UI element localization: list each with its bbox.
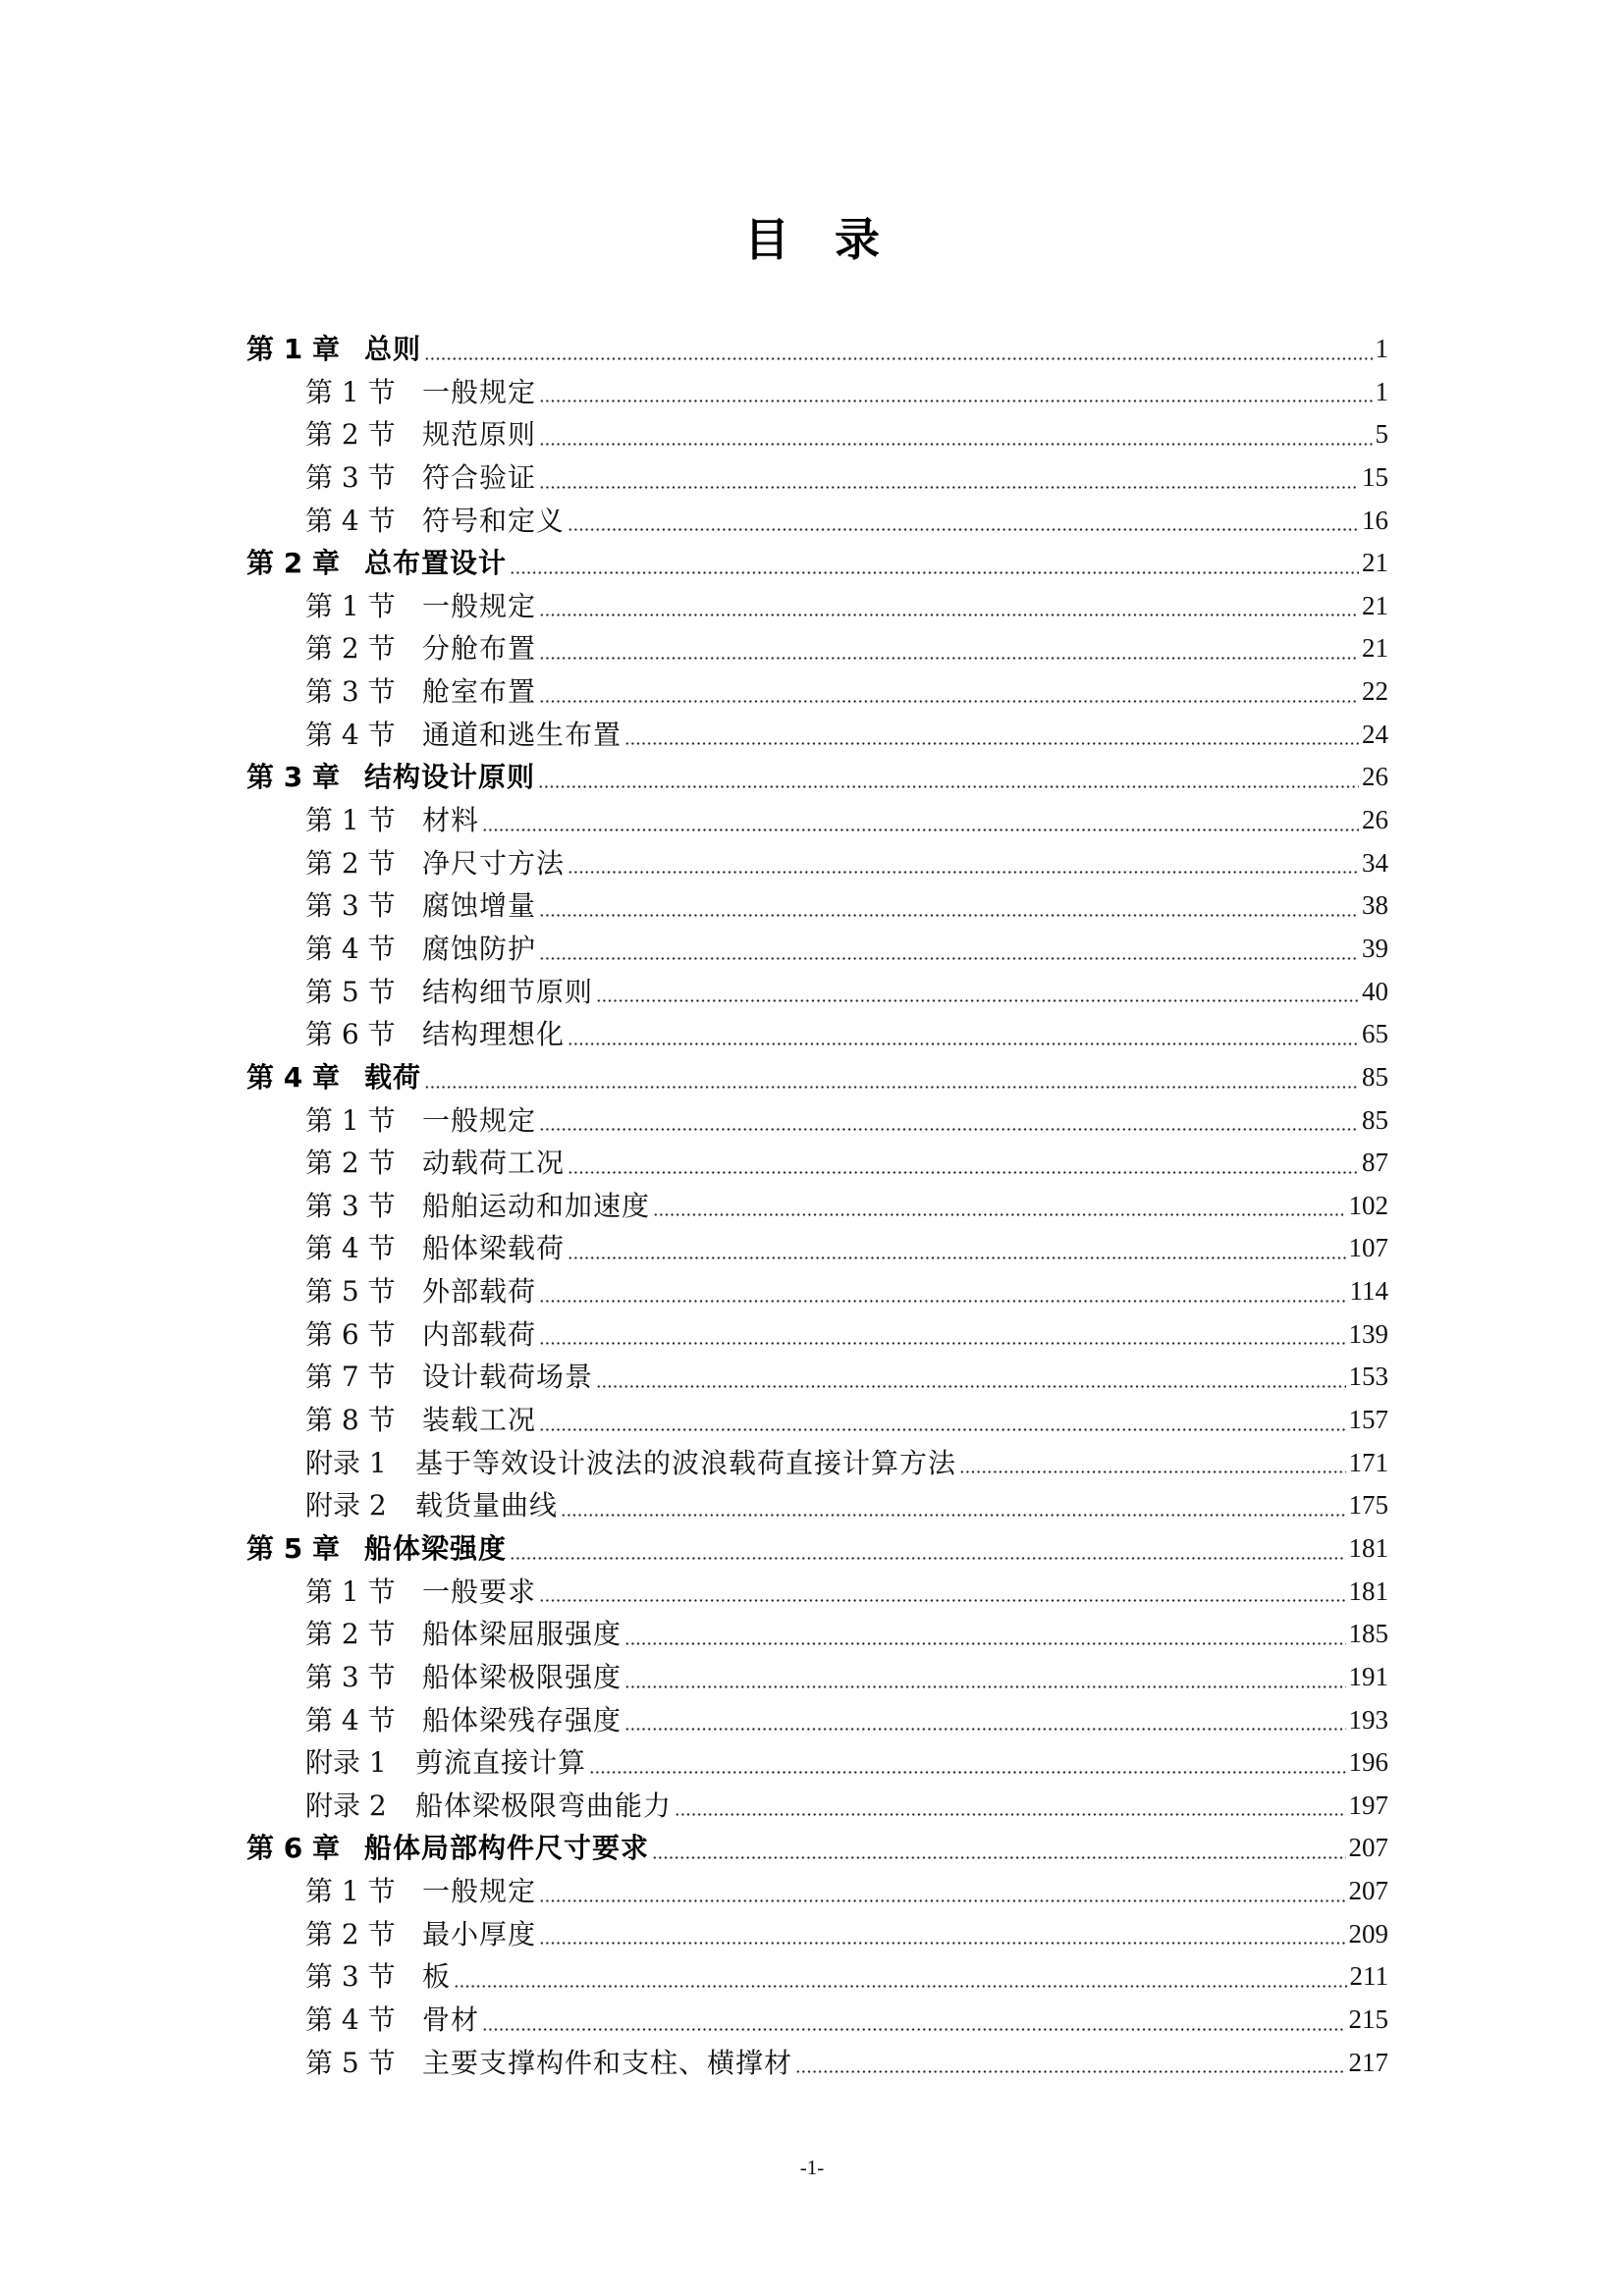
toc-entry-title: 基于等效设计波法的波浪载荷直接计算方法 — [415, 1446, 957, 1479]
dot-leader — [539, 957, 1359, 960]
toc-entry-label: 第 5 章 — [246, 1531, 340, 1565]
toc-entry-label: 第 3 节 — [305, 889, 396, 923]
toc-entry-page: 207 — [1348, 1833, 1388, 1863]
toc-entry-label: 第 7 节 — [305, 1361, 396, 1394]
toc-entry-page: 65 — [1362, 1019, 1388, 1049]
toc-entry-label: 第 4 节 — [305, 718, 396, 751]
toc-entry-label: 第 4 节 — [305, 504, 396, 537]
toc-entry-label: 第 3 节 — [305, 1960, 396, 1994]
toc-entry-title: 一般要求 — [422, 1575, 537, 1608]
toc-entry-page: 215 — [1348, 2003, 1388, 2034]
dot-leader — [539, 400, 1372, 402]
toc-entry-label: 第 3 节 — [305, 1660, 396, 1693]
toc-entry-page: 24 — [1362, 719, 1388, 749]
toc-entry-label: 第 2 节 — [305, 1618, 396, 1651]
dot-leader — [539, 657, 1359, 660]
toc-entry-label: 附录 2 — [305, 1789, 387, 1822]
toc-entry-page: 153 — [1348, 1362, 1388, 1392]
toc-entry-page: 21 — [1362, 548, 1388, 578]
toc-entry-title: 船体梁残存强度 — [422, 1703, 623, 1736]
toc-entry-label: 第 8 节 — [305, 1404, 396, 1437]
toc-entry-title: 结构细节原则 — [422, 975, 594, 1008]
toc-section-entry[interactable] — [246, 1313, 1388, 1357]
toc-entry-label: 第 1 节 — [305, 1575, 396, 1608]
toc-section-entry[interactable] — [246, 1999, 1388, 2042]
toc-entry-page: 85 — [1362, 1061, 1388, 1092]
toc-entry-label: 附录 2 — [305, 1489, 387, 1522]
toc-entry-title: 符号和定义 — [422, 504, 566, 537]
dot-leader — [561, 1514, 1345, 1517]
toc-entry-page: 85 — [1362, 1104, 1388, 1135]
toc-entry-title: 剪流直接计算 — [415, 1746, 587, 1780]
toc-entry-title: 设计载荷场景 — [422, 1361, 594, 1394]
dot-leader — [596, 999, 1359, 1002]
toc-entry-label: 第 6 节 — [305, 1317, 396, 1351]
toc-entry-title: 通道和逃生布置 — [422, 718, 623, 751]
toc-entry-title: 船舶运动和加速度 — [422, 1189, 651, 1222]
dot-leader — [675, 1813, 1345, 1816]
toc-entry-title: 主要支撑构件和支柱、横撑材 — [422, 2046, 793, 2079]
toc-entry-title: 板 — [422, 1960, 452, 1994]
toc-section-entry[interactable] — [246, 1656, 1388, 1699]
toc-entry-label: 第 5 节 — [305, 975, 396, 1008]
toc-entry-page: 21 — [1362, 590, 1388, 620]
toc-section-entry[interactable] — [246, 928, 1388, 971]
toc-section-entry[interactable] — [246, 371, 1388, 414]
toc-entry-title: 动载荷工况 — [422, 1147, 566, 1180]
dot-leader — [568, 1256, 1345, 1259]
toc-entry-title: 船体梁极限强度 — [422, 1660, 623, 1693]
toc-entry-page: 209 — [1348, 1918, 1388, 1949]
dot-leader — [568, 1042, 1359, 1045]
dot-leader — [539, 1342, 1345, 1345]
toc-entry-page: 181 — [1348, 1575, 1388, 1606]
toc-entry-title: 内部载荷 — [422, 1317, 537, 1351]
toc-section-entry[interactable] — [246, 1142, 1388, 1185]
toc-section-entry[interactable] — [246, 799, 1388, 842]
toc-chapter-entry[interactable] — [246, 328, 1388, 371]
toc-chapter-entry[interactable] — [246, 756, 1388, 799]
toc-entry-label: 第 1 节 — [305, 589, 396, 622]
toc-entry-page: 1 — [1375, 334, 1388, 363]
toc-entry-label: 第 1 节 — [305, 1875, 396, 1908]
toc-entry-page: 40 — [1362, 976, 1388, 1006]
dot-leader — [568, 528, 1359, 531]
toc-entry-label: 第 2 节 — [305, 632, 396, 666]
toc-section-entry[interactable] — [246, 1699, 1388, 1742]
toc-section-entry[interactable] — [246, 1613, 1388, 1656]
dot-leader — [568, 871, 1359, 874]
toc-entry-title: 净尺寸方法 — [422, 846, 566, 880]
toc-section-entry[interactable] — [246, 1099, 1388, 1143]
toc-entry-page: 139 — [1348, 1318, 1388, 1349]
toc-entry-label: 附录 1 — [305, 1446, 387, 1479]
toc-entry-label: 第 4 节 — [305, 1703, 396, 1736]
toc-entry-title: 规范原则 — [422, 418, 537, 452]
toc-entry-title: 总布置设计 — [364, 547, 508, 580]
dot-leader — [795, 2070, 1345, 2073]
table-of-contents — [246, 328, 1388, 2084]
toc-entry-title: 骨材 — [422, 2002, 480, 2036]
dot-leader — [454, 1985, 1346, 1988]
toc-entry-page: 157 — [1348, 1405, 1388, 1435]
toc-entry-label: 第 2 节 — [305, 418, 396, 452]
dot-leader — [539, 1300, 1346, 1303]
toc-section-entry[interactable] — [246, 500, 1388, 543]
toc-entry-title: 船体局部构件尺寸要求 — [364, 1832, 650, 1865]
toc-entry-title: 腐蚀防护 — [422, 932, 537, 965]
toc-entry-page: 107 — [1348, 1233, 1388, 1263]
toc-entry-title: 一般规定 — [422, 1103, 537, 1137]
page-number: -1- — [799, 2156, 825, 2179]
dot-leader — [652, 1856, 1345, 1859]
dot-leader — [510, 1557, 1345, 1560]
dot-leader — [539, 700, 1359, 703]
toc-entry-page: 38 — [1362, 890, 1388, 921]
toc-entry-label: 第 2 节 — [305, 1147, 396, 1180]
toc-section-entry[interactable] — [246, 670, 1388, 714]
toc-entry-title: 载货量曲线 — [415, 1489, 559, 1522]
toc-entry-title: 最小厚度 — [422, 1917, 537, 1950]
toc-entry-page: 26 — [1362, 762, 1388, 792]
toc-entry-title: 一般规定 — [422, 1875, 537, 1908]
toc-entry-title: 船体梁极限弯曲能力 — [415, 1789, 673, 1822]
toc-entry-title: 舱室布置 — [422, 675, 537, 709]
dot-leader — [424, 1086, 1359, 1089]
toc-entry-page: 217 — [1348, 2047, 1388, 2077]
toc-chapter-entry[interactable] — [246, 542, 1388, 585]
toc-section-entry[interactable] — [246, 456, 1388, 500]
toc-entry-title: 结构理想化 — [422, 1018, 566, 1051]
dot-leader — [539, 1899, 1345, 1902]
toc-entry-page: 1 — [1375, 376, 1388, 406]
toc-entry-title: 一般规定 — [422, 375, 537, 408]
dot-leader — [624, 1642, 1345, 1645]
toc-chapter-entry[interactable] — [246, 1827, 1388, 1870]
toc-section-entry[interactable] — [246, 1399, 1388, 1442]
dot-leader — [653, 1213, 1345, 1216]
toc-entry-page: 22 — [1362, 676, 1388, 707]
toc-section-entry[interactable] — [246, 2042, 1388, 2085]
toc-entry-title: 装载工况 — [422, 1404, 537, 1437]
page-title: 目 录 — [744, 213, 880, 266]
toc-chapter-entry[interactable] — [246, 1527, 1388, 1571]
toc-entry-label: 第 4 章 — [246, 1060, 340, 1094]
toc-section-entry[interactable] — [246, 714, 1388, 757]
dot-leader — [539, 1599, 1345, 1602]
toc-entry-label: 第 1 节 — [305, 1103, 396, 1137]
toc-entry-label: 第 4 节 — [305, 932, 396, 965]
toc-section-entry[interactable] — [246, 1571, 1388, 1614]
toc-section-entry[interactable] — [246, 413, 1388, 456]
toc-entry-label: 第 6 节 — [305, 1018, 396, 1051]
toc-entry-title: 符合验证 — [422, 460, 537, 494]
toc-section-entry[interactable] — [246, 971, 1388, 1014]
toc-entry-title: 外部载荷 — [422, 1275, 537, 1308]
toc-section-entry[interactable] — [246, 585, 1388, 628]
dot-leader — [482, 2028, 1345, 2031]
toc-section-entry[interactable] — [246, 1185, 1388, 1228]
dot-leader — [539, 1942, 1345, 1945]
dot-leader — [539, 614, 1359, 616]
toc-entry-page: 196 — [1348, 1747, 1388, 1778]
toc-entry-title: 船体梁屈服强度 — [422, 1618, 623, 1651]
dot-leader — [568, 1171, 1359, 1174]
toc-entry-title: 载荷 — [364, 1060, 422, 1094]
toc-entry-page: 211 — [1349, 1961, 1388, 1992]
toc-entry-label: 第 3 节 — [305, 460, 396, 494]
dot-leader — [424, 357, 1372, 360]
toc-entry-label: 第 5 节 — [305, 1275, 396, 1308]
toc-appendix-entry[interactable] — [246, 1442, 1388, 1485]
toc-entry-page: 5 — [1375, 419, 1388, 450]
toc-entry-page: 185 — [1348, 1619, 1388, 1649]
toc-entry-page: 207 — [1348, 1876, 1388, 1906]
dot-leader — [589, 1771, 1345, 1774]
toc-section-entry[interactable] — [246, 1356, 1388, 1399]
toc-entry-label: 第 3 节 — [305, 675, 396, 709]
dot-leader — [539, 1128, 1359, 1131]
toc-entry-label: 第 1 章 — [246, 333, 340, 365]
toc-entry-title: 船体梁强度 — [364, 1531, 508, 1565]
toc-entry-page: 21 — [1362, 633, 1388, 664]
toc-entry-label: 第 4 节 — [305, 2002, 396, 2036]
dot-leader — [539, 443, 1372, 446]
toc-entry-page: 181 — [1348, 1532, 1388, 1563]
toc-entry-title: 一般规定 — [422, 589, 537, 622]
toc-entry-label: 第 4 节 — [305, 1232, 396, 1265]
toc-entry-label: 第 1 节 — [305, 804, 396, 837]
toc-section-entry[interactable] — [246, 1227, 1388, 1270]
toc-entry-label: 第 2 节 — [305, 846, 396, 880]
toc-entry-page: 191 — [1348, 1661, 1388, 1691]
dot-leader — [539, 914, 1359, 917]
toc-section-entry[interactable] — [246, 1955, 1388, 1999]
toc-entry-page: 16 — [1362, 505, 1388, 535]
dot-leader — [624, 1728, 1345, 1731]
toc-appendix-entry[interactable] — [246, 1785, 1388, 1828]
toc-section-entry[interactable] — [246, 1013, 1388, 1056]
toc-appendix-entry[interactable] — [246, 1741, 1388, 1785]
toc-entry-title: 船体梁载荷 — [422, 1232, 566, 1265]
toc-entry-page: 197 — [1348, 1789, 1388, 1820]
toc-chapter-entry[interactable] — [246, 1056, 1388, 1099]
toc-entry-label: 第 3 章 — [246, 761, 340, 794]
toc-entry-page: 102 — [1348, 1190, 1388, 1220]
toc-entry-label: 第 5 节 — [305, 2046, 396, 2079]
toc-entry-title: 总则 — [364, 333, 422, 365]
dot-leader — [959, 1470, 1345, 1473]
toc-entry-page: 34 — [1362, 847, 1388, 878]
toc-section-entry[interactable] — [246, 1913, 1388, 1956]
dot-leader — [510, 571, 1359, 574]
toc-appendix-entry[interactable] — [246, 1484, 1388, 1527]
toc-entry-label: 第 6 章 — [246, 1832, 340, 1865]
toc-entry-page: 171 — [1348, 1447, 1388, 1477]
toc-entry-label: 附录 1 — [305, 1746, 387, 1780]
toc-section-entry[interactable] — [246, 627, 1388, 670]
toc-entry-title: 腐蚀增量 — [422, 889, 537, 923]
toc-entry-page: 114 — [1349, 1276, 1388, 1307]
toc-section-entry[interactable] — [246, 884, 1388, 928]
toc-section-entry[interactable] — [246, 842, 1388, 885]
toc-entry-page: 15 — [1362, 461, 1388, 492]
toc-entry-page: 87 — [1362, 1148, 1388, 1178]
toc-entry-label: 第 2 章 — [246, 547, 340, 580]
toc-entry-title: 材料 — [422, 804, 480, 837]
toc-entry-label: 第 1 节 — [305, 375, 396, 408]
toc-entry-label: 第 2 节 — [305, 1917, 396, 1950]
toc-entry-page: 39 — [1362, 933, 1388, 963]
dot-leader — [539, 1428, 1345, 1431]
toc-section-entry[interactable] — [246, 1270, 1388, 1313]
dot-leader — [538, 785, 1359, 788]
toc-entry-label: 第 3 节 — [305, 1189, 396, 1222]
dot-leader — [596, 1385, 1345, 1388]
toc-section-entry[interactable] — [246, 1870, 1388, 1913]
dot-leader — [624, 1685, 1345, 1688]
dot-leader — [624, 742, 1359, 745]
toc-entry-page: 175 — [1348, 1490, 1388, 1521]
dot-leader — [539, 486, 1359, 489]
dot-leader — [482, 828, 1359, 831]
toc-entry-title: 结构设计原则 — [364, 761, 536, 794]
toc-entry-page: 26 — [1362, 805, 1388, 835]
toc-entry-page: 193 — [1348, 1704, 1388, 1735]
toc-entry-title: 分舱布置 — [422, 632, 537, 666]
